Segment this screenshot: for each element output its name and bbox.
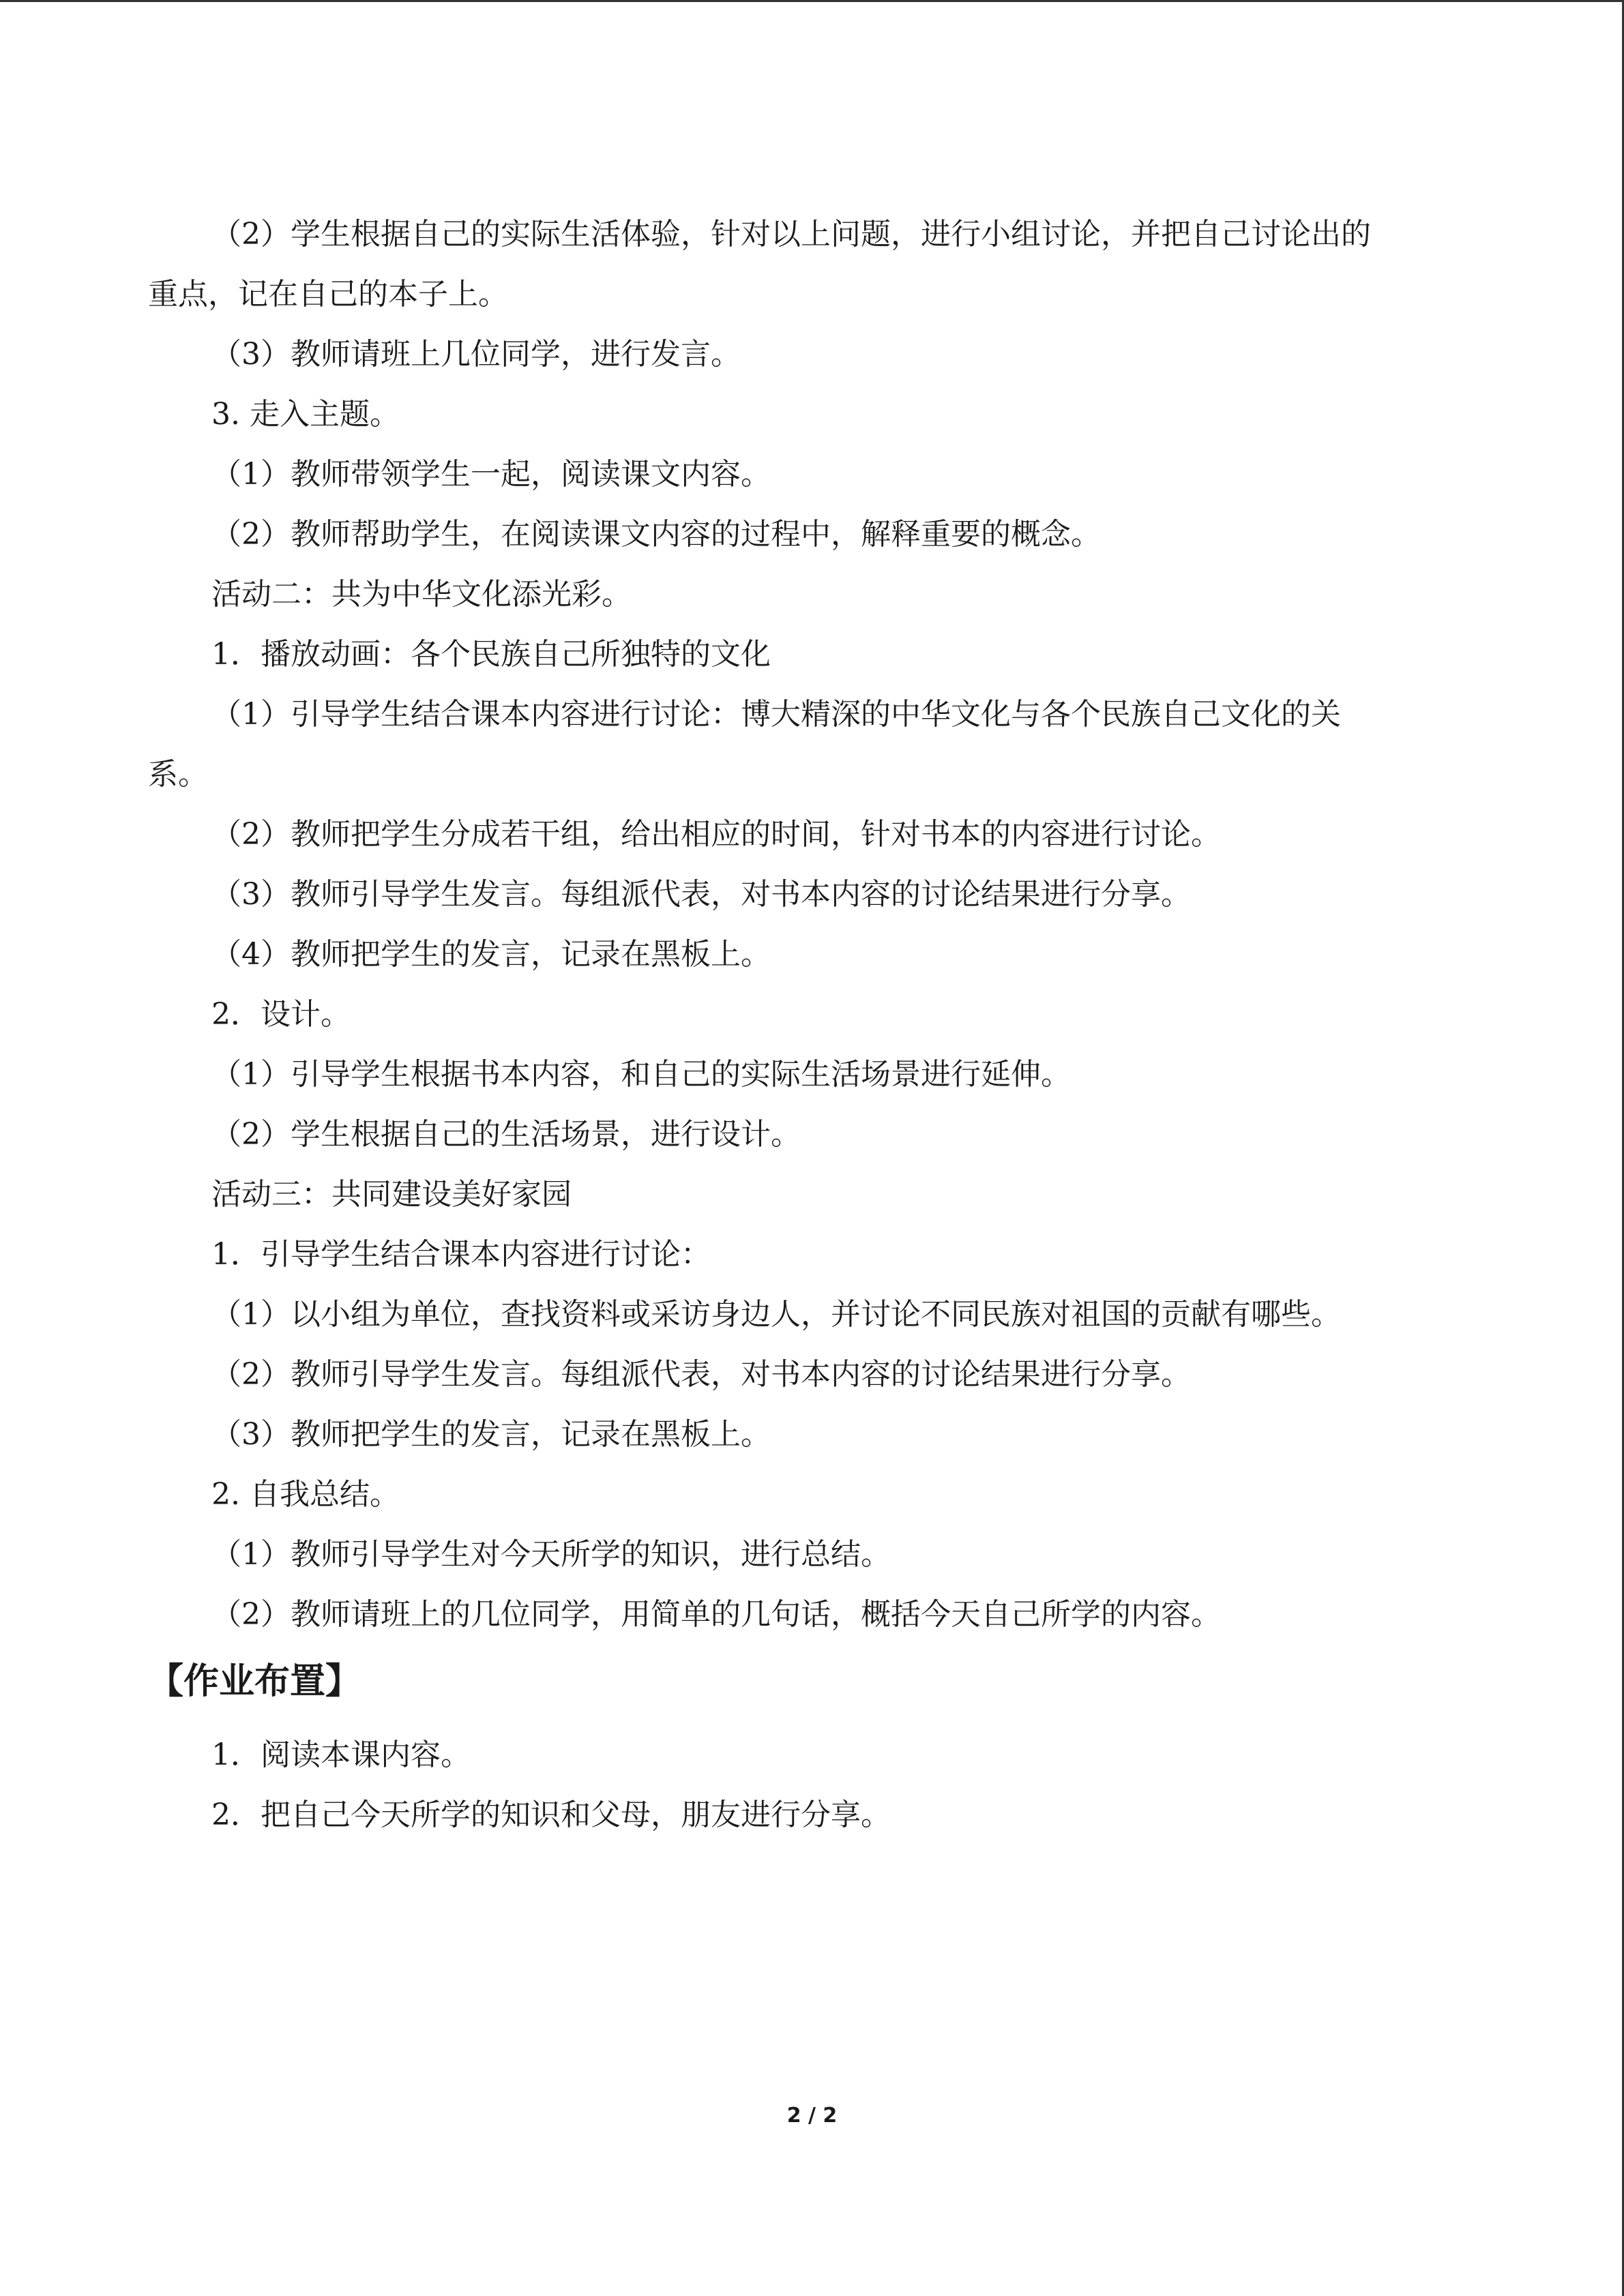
activity-title: 活动三：共同建设美好家园 (211, 1177, 572, 1212)
section-step: 3. 走入主题。 (211, 397, 400, 432)
paragraph-line: （2）学生根据自己的实际生活体验，针对以上问题，进行小组讨论，并把自己讨论出的 (211, 217, 1371, 252)
paragraph-line: （1）引导学生根据书本内容，和自己的实际生活场景进行延伸。 (211, 1057, 1071, 1092)
paragraph-line: （1）教师引导学生对今天所学的知识，进行总结。 (211, 1537, 891, 1572)
paragraph-line: （1）以小组为单位，查找资料或采访身边人，并讨论不同民族对祖国的贡献有哪些。 (211, 1297, 1341, 1332)
paragraph-line: （3）教师引导学生发言。每组派代表，对书本内容的讨论结果进行分享。 (211, 877, 1191, 912)
document-body (148, 205, 1485, 1845)
paragraph-line: 系。 (148, 757, 208, 792)
section-step: 2. 自我总结。 (211, 1477, 400, 1512)
paragraph-line: （1）教师带领学生一起，阅读课文内容。 (211, 457, 771, 492)
paragraph-line: （2）教师把学生分成若干组，给出相应的时间，针对书本的内容进行讨论。 (211, 817, 1221, 852)
activity-title: 活动二：共为中华文化添光彩。 (211, 577, 632, 612)
paragraph-line: （2）教师帮助学生，在阅读课文内容的过程中，解释重要的概念。 (211, 517, 1101, 552)
homework-heading: 【作业布置】 (148, 1661, 361, 1702)
paragraph-line: （2）学生根据自己的生活场景，进行设计。 (211, 1117, 801, 1152)
section-step: 1．引导学生结合课本内容进行讨论： (211, 1237, 711, 1272)
paragraph-line: （4）教师把学生的发言，记录在黑板上。 (211, 937, 771, 972)
paragraph-line: （2）教师引导学生发言。每组派代表，对书本内容的讨论结果进行分享。 (211, 1357, 1191, 1392)
paragraph-line: （1）引导学生结合课本内容进行讨论：博大精深的中华文化与各个民族自己文化的关 (211, 697, 1341, 732)
section-step: 1．播放动画：各个民族自己所独特的文化 (211, 637, 771, 672)
paragraph-line: 重点，记在自己的本子上。 (148, 277, 508, 312)
section-step: 2．设计。 (211, 997, 351, 1032)
page-number: 2 / 2 (786, 2104, 838, 2128)
page-border-top (0, 0, 1624, 2)
paragraph-line: （3）教师请班上几位同学，进行发言。 (211, 337, 741, 372)
homework-item: 2．把自己今天所学的知识和父母，朋友进行分享。 (211, 1798, 891, 1832)
paragraph-line: （3）教师把学生的发言，记录在黑板上。 (211, 1417, 771, 1452)
homework-item: 1．阅读本课内容。 (211, 1738, 471, 1772)
paragraph-line: （2）教师请班上的几位同学，用简单的几句话，概括今天自己所学的内容。 (211, 1597, 1221, 1632)
